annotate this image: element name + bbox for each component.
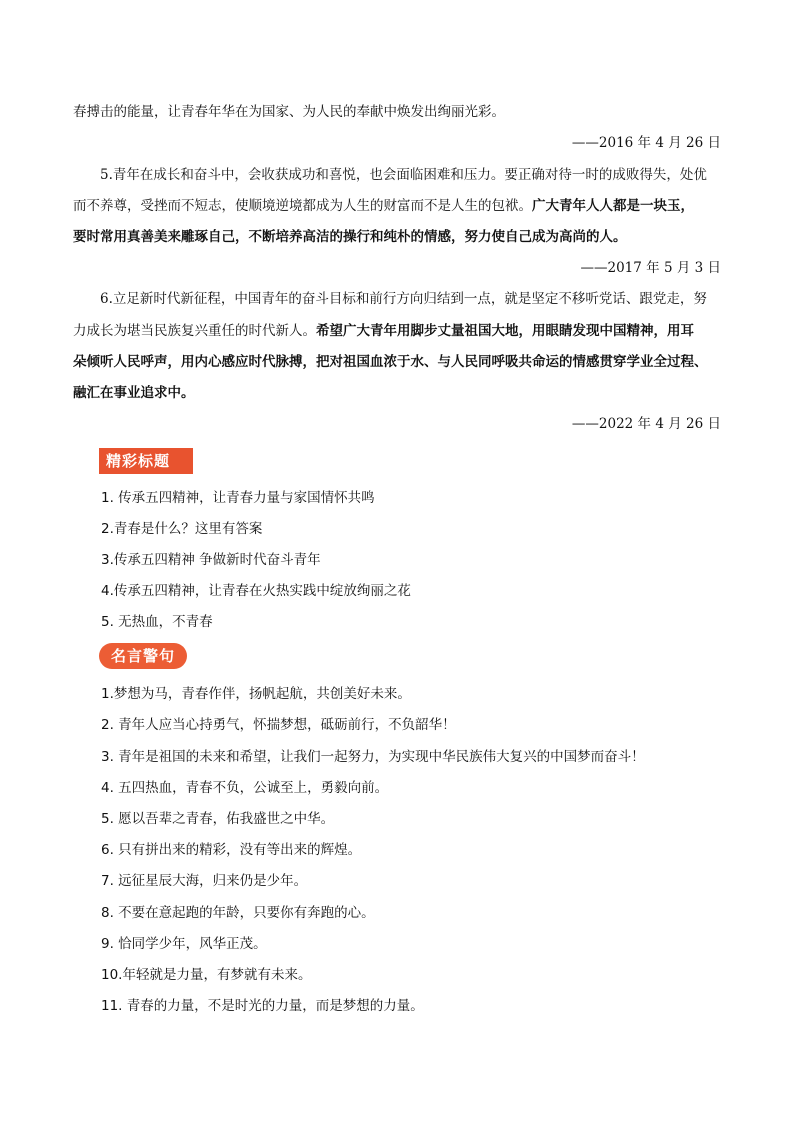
title-item-5: 5. 无热血，不青春 — [101, 614, 213, 630]
quote-item-10: 10.年轻就是力量，有梦就有未来。 — [101, 967, 312, 983]
p5-line2-bold: 广大青年人人都是一块玉， — [532, 198, 694, 214]
p6-line2-plain: 力成长为堪当民族复兴重任的时代新人。 — [73, 323, 316, 339]
date-2022: ——2022 年 4 月 26 日 — [571, 416, 721, 432]
title-item-3: 3.传承五四精神 争做新时代奋斗青年 — [101, 552, 321, 568]
p5-line1: 5.青年在成长和奋斗中，会收获成功和喜悦，也会面临困难和压力。要正确对待一时的成败得失，处优 — [100, 167, 707, 183]
quote-item-4: 4. 五四热血，青春不负，公诚至上，勇毅向前。 — [101, 780, 389, 796]
p6-line3: 朵倾听人民呼声，用内心感应时代脉搏，把对祖国血浓于水、与人民同呼吸共命运的情感贯穿学业全过程、 — [73, 354, 708, 370]
p6-line1: 6.立足新时代新征程，中国青年的奋斗目标和前行方向归结到一点，就是坚定不移听党话、跟党走，努 — [100, 291, 707, 307]
quote-item-1: 1.梦想为马，青春作伴，扬帆起航，共创美好未来。 — [101, 686, 411, 702]
quote-item-6: 6. 只有拼出来的精彩，没有等出来的辉煌。 — [101, 842, 362, 858]
quote-item-8: 8. 不要在意起跑的年龄，只要你有奔跑的心。 — [101, 905, 375, 921]
quote-item-5: 5. 愿以吾辈之青春，佑我盛世之中华。 — [101, 811, 335, 827]
p5-line2 — [73, 197, 694, 215]
p6-line2-bold: 希望广大青年用脚步丈量祖国大地，用眼睛发现中国精神，用耳 — [316, 323, 694, 339]
title-item-4: 4.传承五四精神，让青春在火热实践中绽放绚丽之花 — [101, 583, 411, 599]
section-heading-quotes: 名言警句 — [99, 643, 187, 669]
quote-item-7: 7. 远征星辰大海，归来仍是少年。 — [101, 873, 308, 889]
quote-item-3: 3. 青年是祖国的未来和希望，让我们一起努力，为实现中华民族伟大复兴的中国梦而奋斗！ — [101, 749, 645, 765]
p6-line2 — [73, 322, 694, 340]
section-heading-titles: 精彩标题 — [99, 448, 193, 474]
p5-line3: 要时常用真善美来雕琢自己，不断培养高洁的操行和纯朴的情感，努力使自己成为高尚的人。 — [73, 229, 627, 245]
p5-line2-plain: 而不养尊，受挫而不短志，使顺境逆境都成为人生的财富而不是人生的包袱。 — [73, 198, 532, 214]
date-2016: ——2016 年 4 月 26 日 — [571, 135, 721, 151]
quote-item-9: 9. 恰同学少年，风华正茂。 — [101, 936, 267, 952]
title-item-1: 1. 传承五四精神，让青春力量与家国情怀共鸣 — [101, 490, 375, 506]
intro-line: 春搏击的能量，让青春年华在为国家、为人民的奉献中焕发出绚丽光彩。 — [73, 104, 505, 120]
quote-item-11: 11. 青春的力量，不是时光的力量，而是梦想的力量。 — [101, 998, 424, 1014]
p6-line4: 融汇在事业追求中。 — [73, 385, 195, 401]
quote-item-2: 2. 青年人应当心持勇气，怀揣梦想，砥砺前行，不负韶华！ — [101, 717, 456, 733]
date-2017: ——2017 年 5 月 3 日 — [580, 260, 721, 276]
title-item-2: 2.青春是什么？这里有答案 — [101, 521, 263, 537]
